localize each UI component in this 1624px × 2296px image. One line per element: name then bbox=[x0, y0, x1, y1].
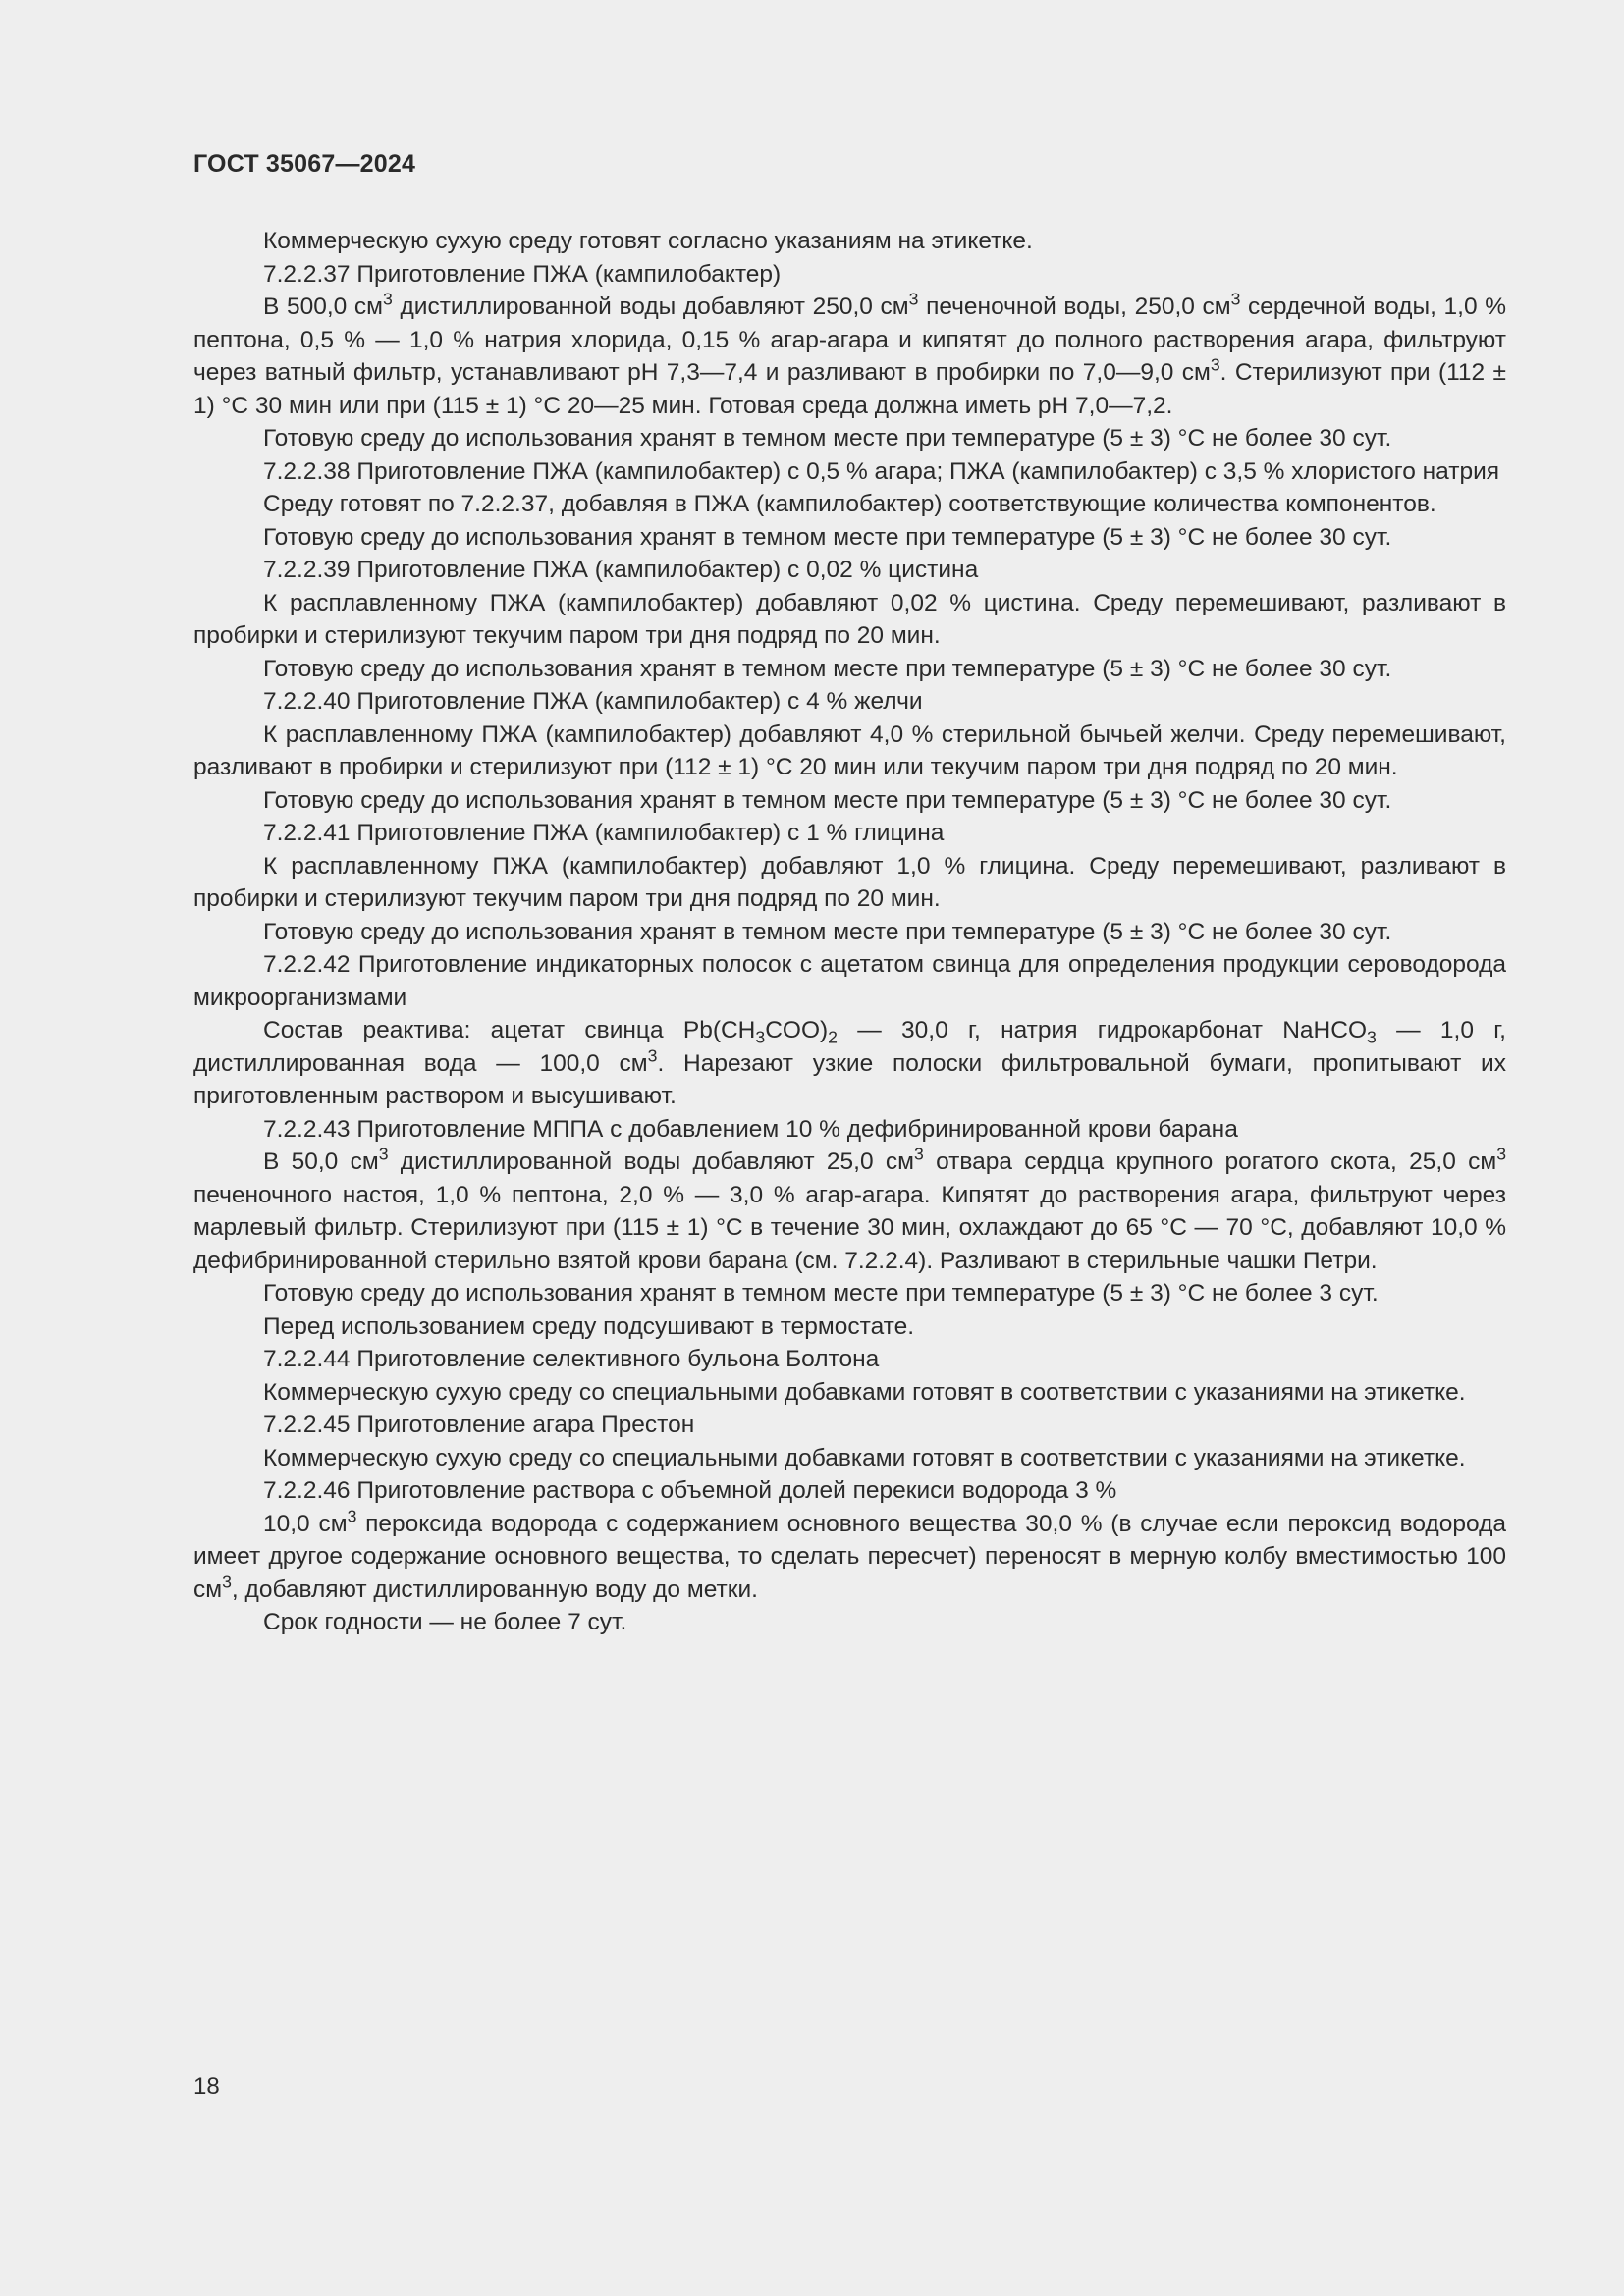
paragraph bbox=[193, 422, 1506, 455]
superscript: 3 bbox=[222, 1571, 232, 1591]
text-run: печеночного настоя, 1,0 % пептона, 2,0 % — 3,0 % агар-агара. Кипятят до растворения агара, фильтруют через марлевый фильтр. Стерилизуют при (115 ± 1) °С в течение 30 мин, охлаждают до 65 °С — 70 °С, добавляют 10,0 % дефибринированной стерильно взятой крови барана (см. 7.2.2.4). Разливают в стерильные чашки Петри. bbox=[193, 1181, 1506, 1274]
text-run: Готовую среду до использования хранят в темном месте при температуре (5 ± 3) °С не более 30 сут. bbox=[263, 918, 1392, 945]
paragraph bbox=[193, 1014, 1506, 1113]
paragraph bbox=[193, 719, 1506, 784]
text-run: Готовую среду до использования хранят в темном месте при температуре (5 ± 3) °С не более 30 сут. bbox=[263, 655, 1392, 682]
text-run: — 30,0 г, натрия гидрокарбонат NaHCO bbox=[837, 1017, 1367, 1043]
text-run: Среду готовят по 7.2.2.37, добавляя в ПЖА (кампилобактер) соответствующие количества компонентов. bbox=[263, 491, 1436, 517]
text-run: Готовую среду до использования хранят в темном месте при температуре (5 ± 3) °С не более 3 сут. bbox=[263, 1280, 1379, 1307]
paragraph bbox=[193, 685, 1506, 719]
paragraph bbox=[193, 1343, 1506, 1376]
paragraph bbox=[193, 1277, 1506, 1310]
text-run: дистиллированной воды добавляют 250,0 см bbox=[392, 294, 909, 320]
text-run: 7.2.2.46 Приготовление раствора с объемной долей перекиси водорода 3 % bbox=[263, 1477, 1117, 1504]
paragraph bbox=[193, 850, 1506, 916]
paragraph bbox=[193, 1505, 1506, 1607]
superscript: 3 bbox=[1210, 354, 1220, 375]
paragraph bbox=[193, 1310, 1506, 1344]
superscript: 3 bbox=[347, 1505, 357, 1525]
paragraph bbox=[193, 1606, 1506, 1639]
text-run: 7.2.2.42 Приготовление индикаторных полосок с ацетатом свинца для определения продукции сероводорода микроорганизмами bbox=[193, 951, 1506, 1011]
superscript: 3 bbox=[913, 1144, 924, 1164]
text-run: 7.2.2.43 Приготовление МППА с добавлением 10 % дефибринированной крови барана bbox=[263, 1115, 1238, 1143]
text-run: Перед использованием среду подсушивают в термостате. bbox=[263, 1312, 915, 1340]
text-run: Состав реактива: ацетат свинца Pb(CH bbox=[263, 1017, 756, 1043]
paragraph bbox=[193, 1113, 1506, 1147]
text-run: Коммерческую сухую среду со специальными добавками готовят в соответствии с указаниями на этикетке. bbox=[263, 1378, 1466, 1406]
text-run: 7.2.2.39 Приготовление ПЖА (кампилобактер) с 0,02 % цистина bbox=[263, 557, 979, 583]
superscript: 3 bbox=[378, 1144, 389, 1164]
paragraph bbox=[193, 1146, 1506, 1277]
paragraph bbox=[193, 653, 1506, 686]
text-run: Готовую среду до использования хранят в темном месте при температуре (5 ± 3) °С не более 30 сут. bbox=[263, 523, 1392, 551]
text-run: 7.2.2.40 Приготовление ПЖА (кампилобактер) с 4 % желчи bbox=[263, 688, 923, 715]
subscript: 2 bbox=[828, 1027, 838, 1047]
text-run: COO) bbox=[765, 1017, 829, 1043]
paragraph bbox=[193, 1474, 1506, 1508]
text-run: 7.2.2.41 Приготовление ПЖА (кампилобактер) с 1 % глицина bbox=[263, 820, 945, 846]
paragraph bbox=[193, 521, 1506, 555]
text-run: пероксида водорода с содержанием основного вещества 30,0 % (в случае если пероксид водорода имеет другое содержание основного вещества, то сделать пересчет) переносят в мерную колбу вместимостью 100 см bbox=[193, 1510, 1506, 1603]
text-run: сердечной воды, 1,0 % пептона, 0,5 % — 1,0 % натрия хлорида, 0,15 % агар-агара и кипятят до полного растворения агара, фильтруют через ватный фильтр, устанавливают рН 7,3—7,4 и разливают в пробирки по 7,0—9,0 см bbox=[193, 294, 1506, 386]
text-run: К расплавленному ПЖА (кампилобактер) добавляют 0,02 % цистина. Среду перемешивают, разливают в пробирки и стерилизуют текучим паром три дня подряд по 20 мин. bbox=[193, 589, 1506, 649]
text-run: . Нарезают узкие полоски фильтровальной бумаги, пропитывают их приготовленным раствором и высушивают. bbox=[193, 1049, 1506, 1109]
paragraph bbox=[193, 1376, 1506, 1410]
paragraph bbox=[193, 455, 1506, 489]
paragraph bbox=[193, 784, 1506, 818]
text-run: В 500,0 см bbox=[263, 294, 384, 320]
paragraph bbox=[193, 1409, 1506, 1442]
superscript: 3 bbox=[1496, 1144, 1507, 1164]
superscript: 3 bbox=[383, 289, 393, 309]
text-run: Срок годности — не более 7 сут. bbox=[263, 1609, 627, 1635]
text-run: Коммерческую сухую среду со специальными добавками готовят в соответствии с указаниями на этикетке. bbox=[263, 1444, 1466, 1471]
paragraph bbox=[193, 225, 1506, 258]
document-header: ГОСТ 35067—2024 bbox=[193, 150, 416, 178]
paragraph bbox=[193, 1442, 1506, 1475]
paragraph bbox=[193, 488, 1506, 521]
text-run: 7.2.2.45 Приготовление агара Престон bbox=[263, 1412, 695, 1438]
text-run: , добавляют дистиллированную воду до метки. bbox=[231, 1575, 758, 1603]
text-run: К расплавленному ПЖА (кампилобактер) добавляют 1,0 % глицина. Среду перемешивают, разливают в пробирки и стерилизуют текучим паром три дня подряд по 20 мин. bbox=[193, 852, 1506, 912]
superscript: 3 bbox=[647, 1044, 658, 1065]
text-run: 7.2.2.38 Приготовление ПЖА (кампилобактер) с 0,5 % агара; ПЖА (кампилобактер) с 3,5 % хлористого натрия bbox=[263, 457, 1500, 485]
subscript: 3 bbox=[1367, 1027, 1377, 1047]
text-run: 10,0 см bbox=[263, 1510, 348, 1537]
paragraph bbox=[193, 916, 1506, 949]
paragraph bbox=[193, 587, 1506, 653]
text-run: Коммерческую сухую среду готовят согласно указаниям на этикетке. bbox=[263, 228, 1033, 254]
superscript: 3 bbox=[908, 289, 919, 309]
text-run: 7.2.2.37 Приготовление ПЖА (кампилобактер) bbox=[263, 260, 782, 288]
paragraph bbox=[193, 258, 1506, 292]
superscript: 3 bbox=[1230, 289, 1241, 309]
subscript: 3 bbox=[755, 1027, 766, 1047]
paragraph bbox=[193, 554, 1506, 587]
text-run: Готовую среду до использования хранят в темном месте при температуре (5 ± 3) °С не более 30 сут. bbox=[263, 786, 1392, 814]
text-run: К расплавленному ПЖА (кампилобактер) добавляют 4,0 % стерильной бычьей желчи. Среду перемешивают, разливают в пробирки и стерилизуют при (112 ± 1) °С 20 мин или текучим паром три дня подряд по 20 мин. bbox=[193, 721, 1506, 780]
text-run: — 1,0 г, дистиллированная вода — 100,0 см bbox=[193, 1017, 1506, 1077]
paragraph bbox=[193, 817, 1506, 850]
text-run: Готовую среду до использования хранят в темном месте при температуре (5 ± 3) °С не более 30 сут. bbox=[263, 425, 1392, 452]
text-run: дистиллированной воды добавляют 25,0 см bbox=[388, 1148, 914, 1175]
document-body bbox=[193, 225, 1506, 1639]
text-run: 7.2.2.44 Приготовление селективного бульона Болтона bbox=[263, 1346, 880, 1372]
text-run: . Стерилизуют при (112 ± 1) °С 30 мин или при (115 ± 1) °С 20—25 мин. Готовая среда должна иметь рН 7,0—7,2. bbox=[193, 359, 1506, 419]
text-run: В 50,0 см bbox=[263, 1148, 379, 1175]
paragraph bbox=[193, 948, 1506, 1014]
page-number: 18 bbox=[193, 2073, 220, 2100]
text-run: печеночной воды, 250,0 см bbox=[918, 294, 1231, 320]
paragraph bbox=[193, 291, 1506, 422]
text-run: отвара сердца крупного рогатого скота, 25,0 см bbox=[923, 1148, 1497, 1175]
